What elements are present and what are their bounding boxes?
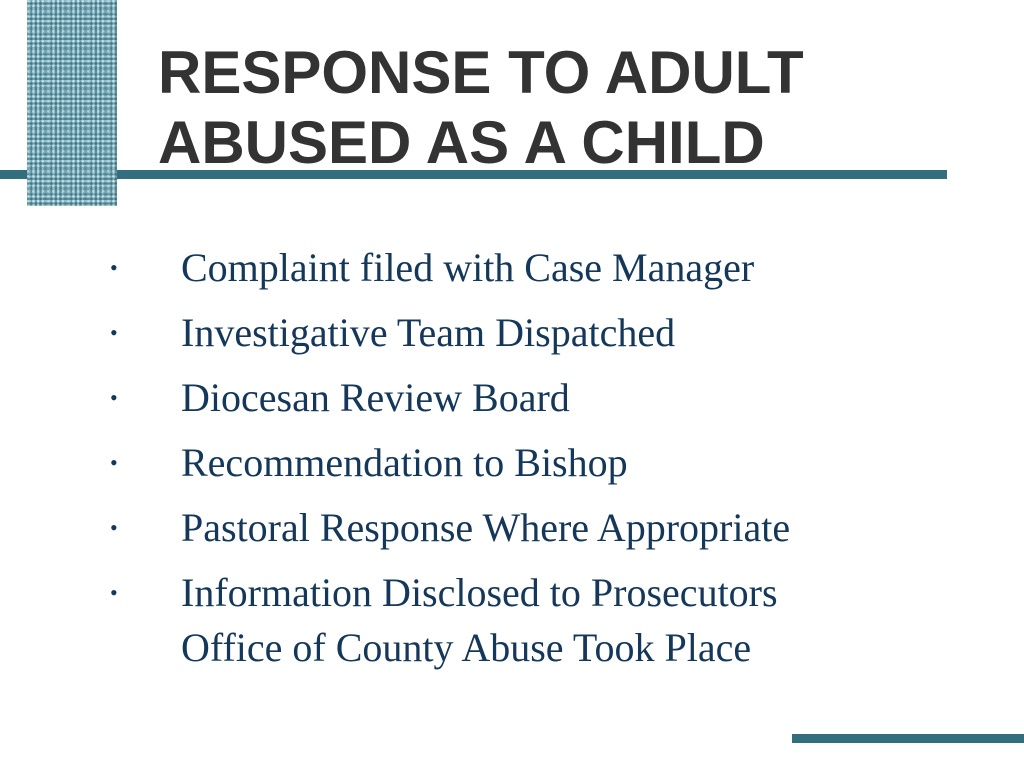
bullet-icon: • xyxy=(110,580,118,605)
bullet-text-line: Pastoral Response Where Appropriate xyxy=(181,505,791,550)
bullet-icon: • xyxy=(110,320,118,345)
bullet-item xyxy=(110,565,910,675)
slide-title-line: ABUSED AS A CHILD xyxy=(158,109,765,176)
bullet-text-line: Complaint filed with Case Manager xyxy=(181,245,755,290)
bullet-text xyxy=(181,500,910,555)
slide-title-line: RESPONSE TO ADULT xyxy=(158,39,804,106)
bullet-item xyxy=(110,240,910,295)
bullet-item xyxy=(110,305,910,360)
decorative-pattern-block xyxy=(27,0,117,206)
bullet-icon: • xyxy=(110,385,118,410)
bullet-item xyxy=(110,370,910,425)
bullet-text xyxy=(181,435,910,490)
footer-divider-line xyxy=(792,734,1024,743)
bullet-text-line: Recommendation to Bishop xyxy=(181,440,628,485)
bullet-icon: • xyxy=(110,515,118,540)
bullet-text xyxy=(181,565,910,675)
slide-title xyxy=(158,38,978,178)
bullet-item xyxy=(110,435,910,490)
bullet-text xyxy=(181,240,910,295)
bullet-text xyxy=(181,305,910,360)
bullet-icon: • xyxy=(110,450,118,475)
bullet-text-line: Investigative Team Dispatched xyxy=(181,310,676,355)
bullet-icon: • xyxy=(110,255,118,280)
bullet-text-line: Office of County Abuse Took Place xyxy=(181,625,752,670)
bullet-item xyxy=(110,500,910,555)
bullet-text-line: Information Disclosed to Prosecutors xyxy=(181,570,778,615)
bullet-text xyxy=(181,370,910,425)
bullet-list xyxy=(110,240,910,685)
bullet-text-line: Diocesan Review Board xyxy=(181,375,570,420)
